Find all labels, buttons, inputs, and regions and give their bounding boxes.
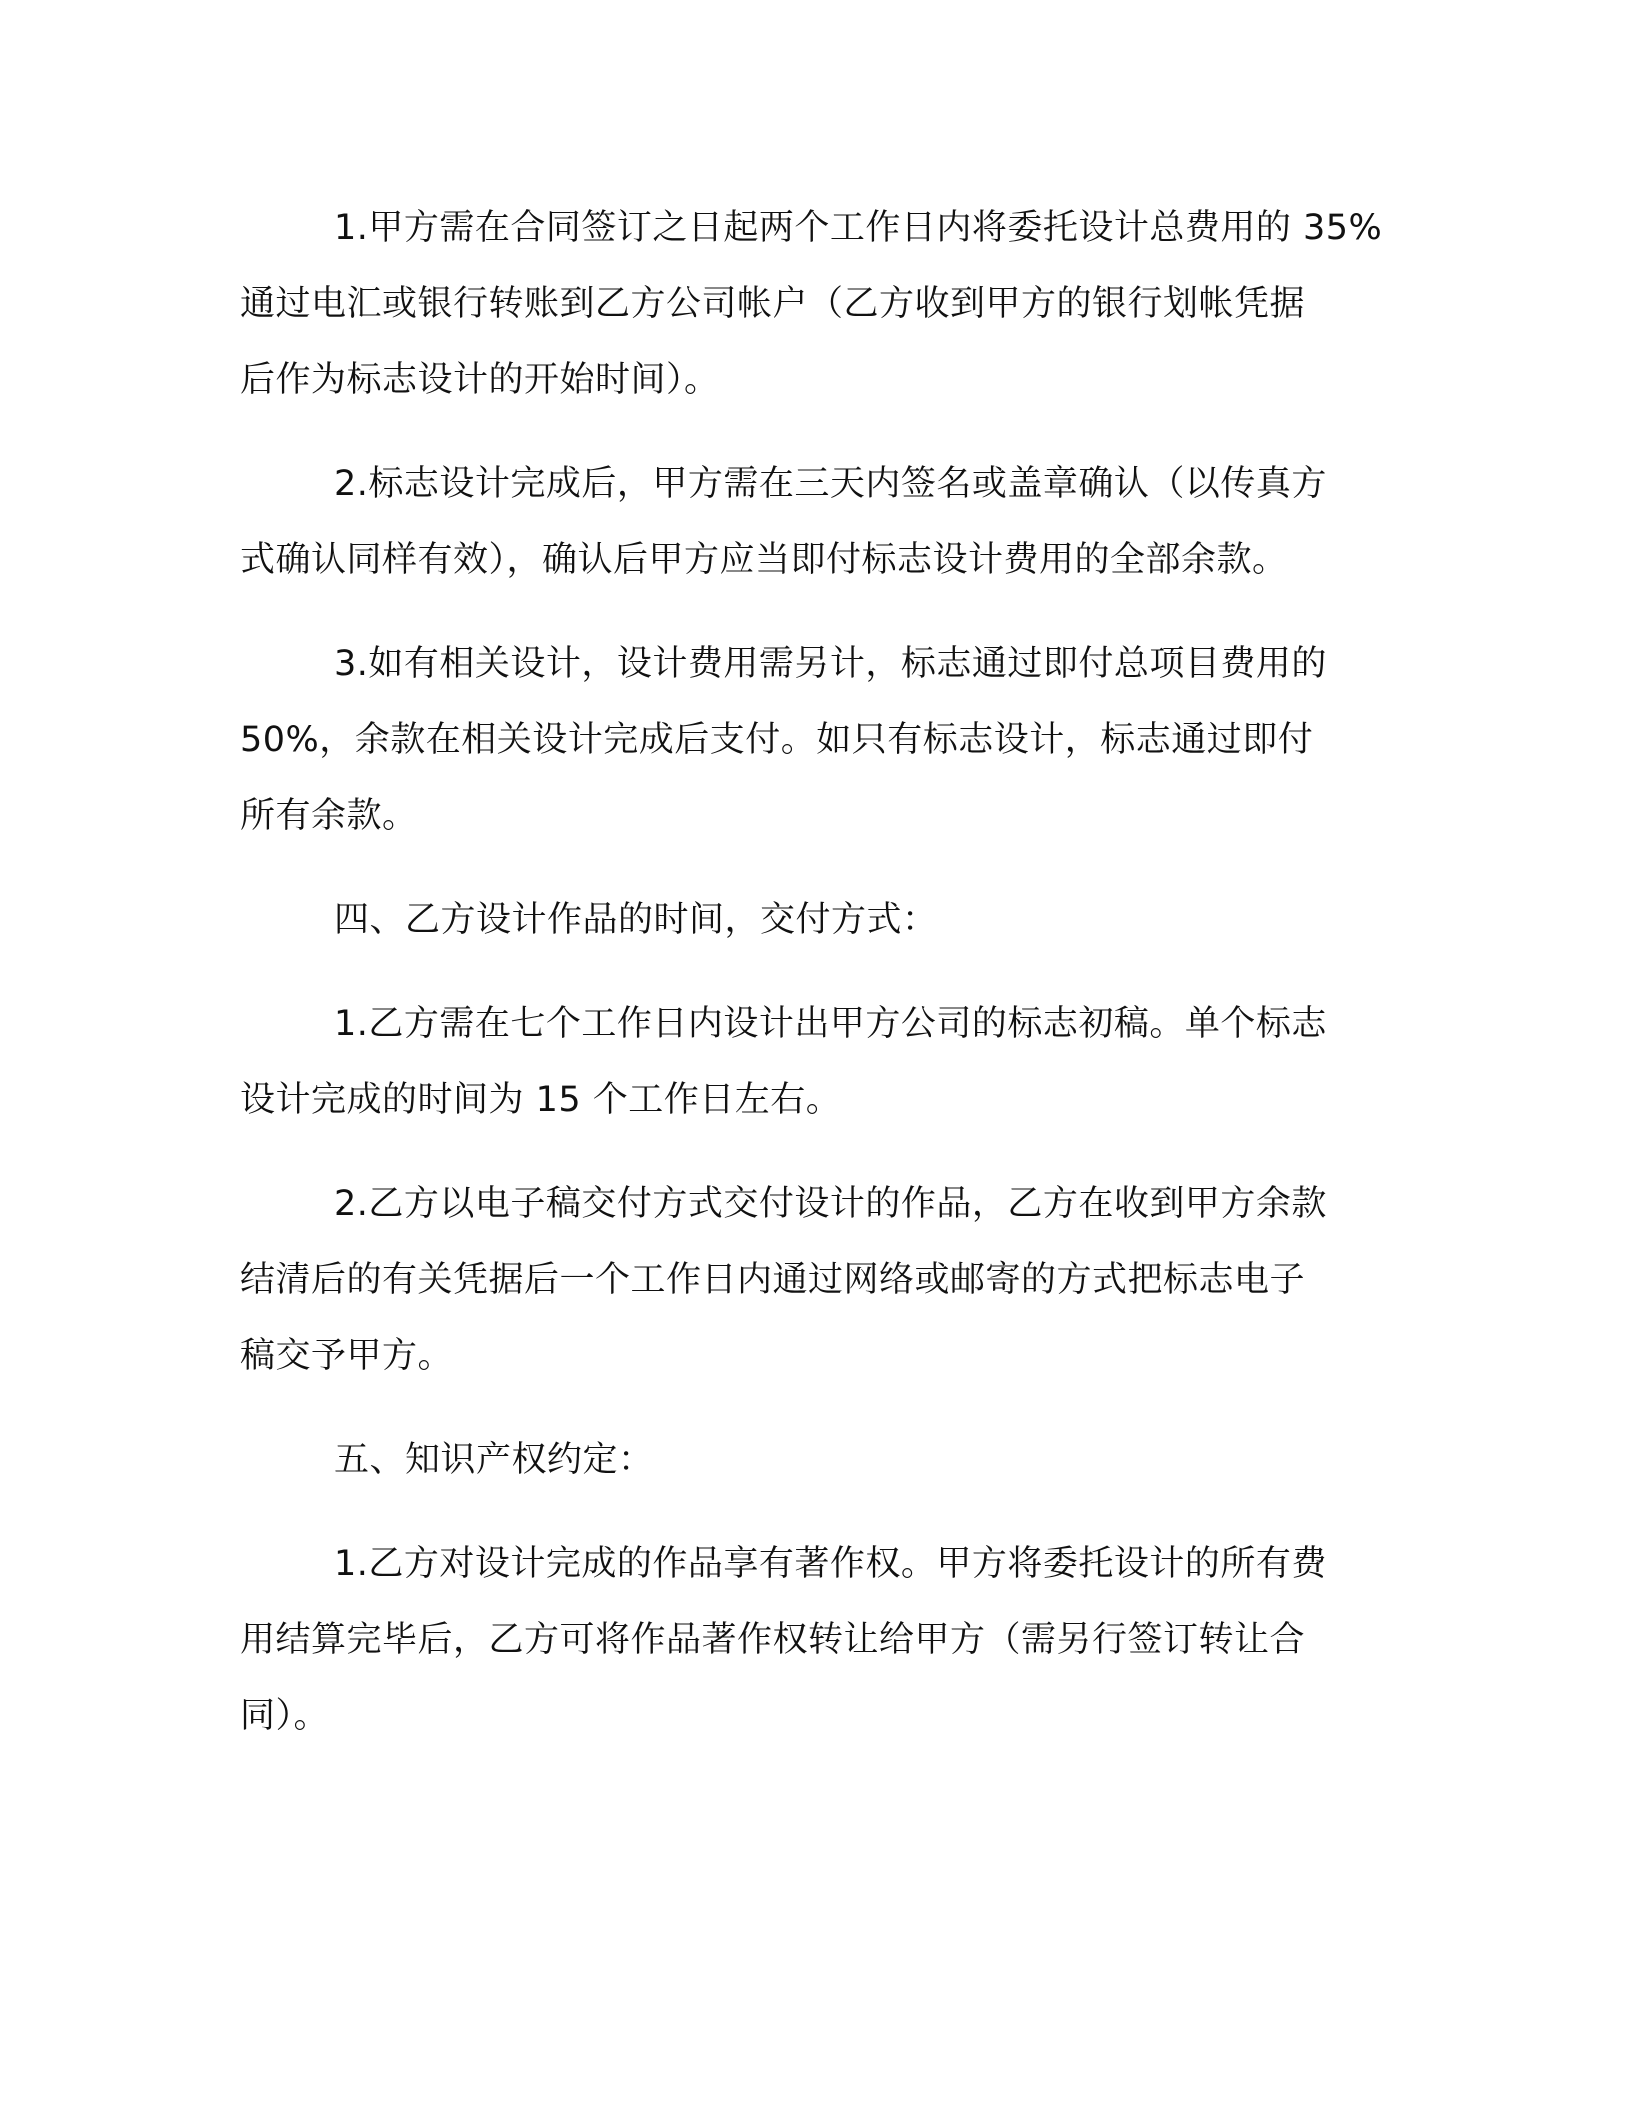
text-line: 3.如有相关设计，设计费用需另计，标志通过即付总项目费用的 [334, 644, 1327, 684]
text-line: 结清后的有关凭据后一个工作日内通过网络或邮寄的方式把标志电子 [240, 1260, 1306, 1300]
text-line: 所有余款。 [240, 796, 418, 836]
text-line: 后作为标志设计的开始时间）。 [240, 360, 720, 400]
section-heading-text: 四、乙方设计作品的时间，交付方式： [334, 900, 938, 940]
text-line: 同）。 [240, 1696, 330, 1736]
text-line: 稿交予甲方。 [240, 1336, 454, 1376]
text-line: 1.乙方需在七个工作日内设计出甲方公司的标志初稿。单个标志 [334, 1004, 1327, 1044]
paragraph-ip-1 [240, 1526, 1415, 1754]
text-line: 1.乙方对设计完成的作品享有著作权。甲方将委托设计的所有费 [334, 1544, 1327, 1584]
paragraph-delivery-1 [240, 986, 1415, 1138]
section-heading-text: 五、知识产权约定： [334, 1440, 654, 1480]
paragraph-payment-3 [240, 626, 1415, 854]
text-line: 2.标志设计完成后，甲方需在三天内签名或盖章确认（以传真方 [334, 464, 1327, 504]
paragraph-payment-2 [240, 446, 1415, 598]
section-heading-delivery [240, 882, 1415, 958]
text-line: 2.乙方以电子稿交付方式交付设计的作品，乙方在收到甲方余款 [334, 1184, 1327, 1224]
paragraph-payment-1 [240, 190, 1415, 418]
paragraph-delivery-2 [240, 1166, 1415, 1394]
text-line: 设计完成的时间为 15 个工作日左右。 [240, 1080, 842, 1120]
text-line: 用结算完毕后，乙方可将作品著作权转让给甲方（需另行签订转让合 [240, 1620, 1306, 1660]
section-heading-ip [240, 1422, 1415, 1498]
text-line: 50%，余款在相关设计完成后支付。如只有标志设计，标志通过即付 [240, 720, 1314, 760]
text-line: 通过电汇或银行转账到乙方公司帐户（乙方收到甲方的银行划帐凭据 [240, 284, 1306, 324]
text-line: 式确认同样有效），确认后甲方应当即付标志设计费用的全部余款。 [240, 540, 1288, 580]
document-body [240, 190, 1415, 1782]
text-line: 1.甲方需在合同签订之日起两个工作日内将委托设计总费用的 35% [334, 208, 1383, 248]
